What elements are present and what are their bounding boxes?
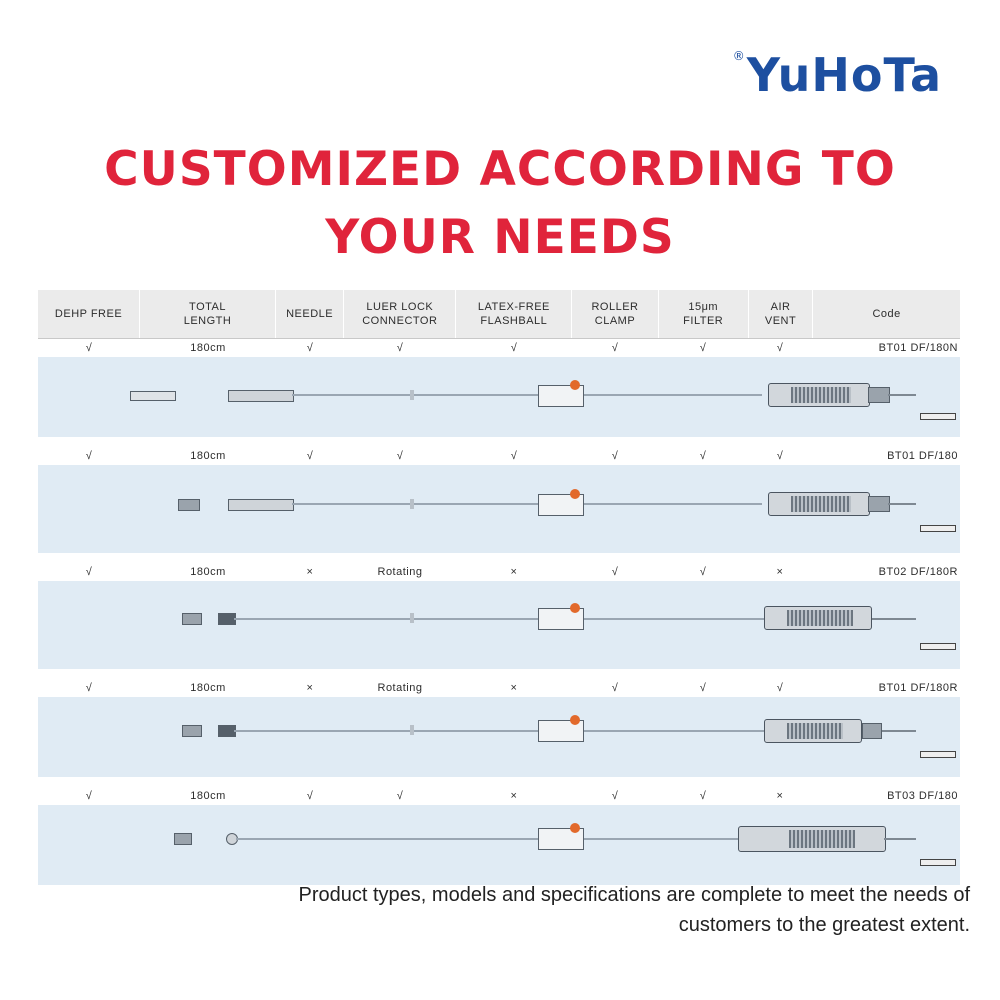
cell-air-vent: × xyxy=(776,790,784,802)
infusion-set-illustration xyxy=(38,805,960,885)
needle-cap-icon xyxy=(178,499,200,511)
cell-code: BT01 DF/180 xyxy=(887,450,958,462)
spike-cap-icon xyxy=(920,525,956,532)
cell-flashball: × xyxy=(510,790,518,802)
drip-chamber-icon xyxy=(764,719,862,743)
column-header-dehp-free: DEHP FREE xyxy=(38,290,140,338)
footer-text-line-1: Product types, models and specifications are complete to meet the needs of xyxy=(298,884,970,906)
roller-clamp-icon xyxy=(538,385,584,407)
spike-icon xyxy=(888,394,916,396)
cell-length: 180cm xyxy=(190,790,226,802)
cell-code: BT01 DF/180N xyxy=(878,342,958,354)
air-vent-icon xyxy=(868,496,890,512)
cell-code: BT02 DF/180R xyxy=(878,566,958,578)
cell-filter: √ xyxy=(699,450,707,462)
luer-connector-icon xyxy=(228,499,294,511)
table-header-row xyxy=(38,290,960,339)
roller-clamp-icon xyxy=(538,828,584,850)
needle-cap-icon xyxy=(130,391,176,401)
infusion-set-illustration xyxy=(38,581,960,669)
cell-length: 180cm xyxy=(190,342,226,354)
column-header-luer-lock: LUER LOCK CONNECTOR xyxy=(344,290,456,338)
injection-site-icon xyxy=(410,390,414,400)
spike-cap-icon xyxy=(920,859,956,866)
cell-length: 180cm xyxy=(190,682,226,694)
column-header-air-vent: AIR VENT xyxy=(749,290,813,338)
luer-connector-icon xyxy=(228,390,294,402)
injection-site-icon xyxy=(410,613,414,623)
table-row xyxy=(38,339,960,357)
cell-roller-clamp: √ xyxy=(611,682,619,694)
infusion-set-illustration xyxy=(38,697,960,777)
cell-air-vent: √ xyxy=(776,450,784,462)
tubing-icon xyxy=(292,394,762,396)
spike-icon xyxy=(882,730,916,732)
cell-flashball: √ xyxy=(510,342,518,354)
cell-roller-clamp: √ xyxy=(611,450,619,462)
cell-luer-lock: Rotating xyxy=(377,566,423,578)
footer-text-line-2: customers to the greatest extent. xyxy=(678,914,970,936)
headline-line-1: CUSTOMIZED ACCORDING TO xyxy=(104,142,896,197)
cell-air-vent: × xyxy=(776,566,784,578)
roller-clamp-icon xyxy=(538,494,584,516)
column-header-total-length: TOTAL LENGTH xyxy=(140,290,276,338)
brand-logo xyxy=(732,48,942,102)
headline-line-2: YOUR NEEDS xyxy=(325,210,675,265)
spike-cap-icon xyxy=(920,413,956,420)
cell-dehp-free: √ xyxy=(85,790,93,802)
table-row xyxy=(38,679,960,697)
spike-icon xyxy=(872,618,916,620)
column-header-filter: 15μm FILTER xyxy=(659,290,749,338)
cell-dehp-free: √ xyxy=(85,682,93,694)
air-vent-icon xyxy=(868,387,890,403)
cell-roller-clamp: √ xyxy=(611,790,619,802)
cell-flashball: √ xyxy=(510,450,518,462)
spike-cap-icon xyxy=(920,751,956,758)
cell-dehp-free: √ xyxy=(85,342,93,354)
brand-logo-text: YuHoTa xyxy=(746,48,942,102)
column-header-roller-clamp: ROLLER CLAMP xyxy=(572,290,658,338)
needle-cap-icon xyxy=(182,613,202,625)
roller-clamp-icon xyxy=(538,720,584,742)
cell-code: BT01 DF/180R xyxy=(878,682,958,694)
product-spec-table xyxy=(38,290,960,885)
cell-luer-lock: √ xyxy=(396,342,404,354)
cell-flashball: × xyxy=(510,566,518,578)
cell-dehp-free: √ xyxy=(85,566,93,578)
cell-needle: × xyxy=(306,682,314,694)
injection-site-icon xyxy=(410,725,414,735)
injection-site-icon xyxy=(410,499,414,509)
drip-chamber-icon xyxy=(764,606,872,630)
cell-filter: √ xyxy=(699,342,707,354)
drip-chamber-icon xyxy=(768,492,870,516)
cell-roller-clamp: √ xyxy=(611,342,619,354)
cell-flashball: × xyxy=(510,682,518,694)
needle-cap-icon xyxy=(182,725,202,737)
table-row xyxy=(38,447,960,465)
infusion-set-illustration xyxy=(38,357,960,437)
tubing-icon xyxy=(234,618,764,620)
tubing-icon xyxy=(234,730,764,732)
table-row xyxy=(38,563,960,581)
cell-air-vent: √ xyxy=(776,342,784,354)
air-vent-icon xyxy=(862,723,882,739)
cell-dehp-free: √ xyxy=(85,450,93,462)
cell-length: 180cm xyxy=(190,450,226,462)
cell-needle: √ xyxy=(306,450,314,462)
spike-cap-icon xyxy=(920,643,956,650)
cell-luer-lock: √ xyxy=(396,450,404,462)
column-header-flashball: LATEX-FREE FLASHBALL xyxy=(456,290,572,338)
spike-icon xyxy=(884,838,916,840)
cell-luer-lock: Rotating xyxy=(377,682,423,694)
drip-chamber-icon xyxy=(768,383,870,407)
cell-needle: × xyxy=(306,566,314,578)
cell-air-vent: √ xyxy=(776,682,784,694)
table-row xyxy=(38,787,960,805)
cell-roller-clamp: √ xyxy=(611,566,619,578)
cell-luer-lock: √ xyxy=(396,790,404,802)
cell-filter: √ xyxy=(699,790,707,802)
cell-filter: √ xyxy=(699,566,707,578)
cell-length: 180cm xyxy=(190,566,226,578)
cell-needle: √ xyxy=(306,790,314,802)
roller-clamp-icon xyxy=(538,608,584,630)
registered-mark: ® xyxy=(732,49,746,63)
tubing-icon xyxy=(236,838,738,840)
infusion-set-illustration xyxy=(38,465,960,553)
column-header-code: Code xyxy=(872,308,901,320)
tubing-icon xyxy=(292,503,762,505)
cell-needle: √ xyxy=(306,342,314,354)
cell-filter: √ xyxy=(699,682,707,694)
drip-chamber-icon xyxy=(738,826,886,852)
column-header-needle: NEEDLE xyxy=(276,290,344,338)
cell-code: BT03 DF/180 xyxy=(887,790,958,802)
spike-icon xyxy=(888,503,916,505)
needle-cap-icon xyxy=(174,833,192,845)
